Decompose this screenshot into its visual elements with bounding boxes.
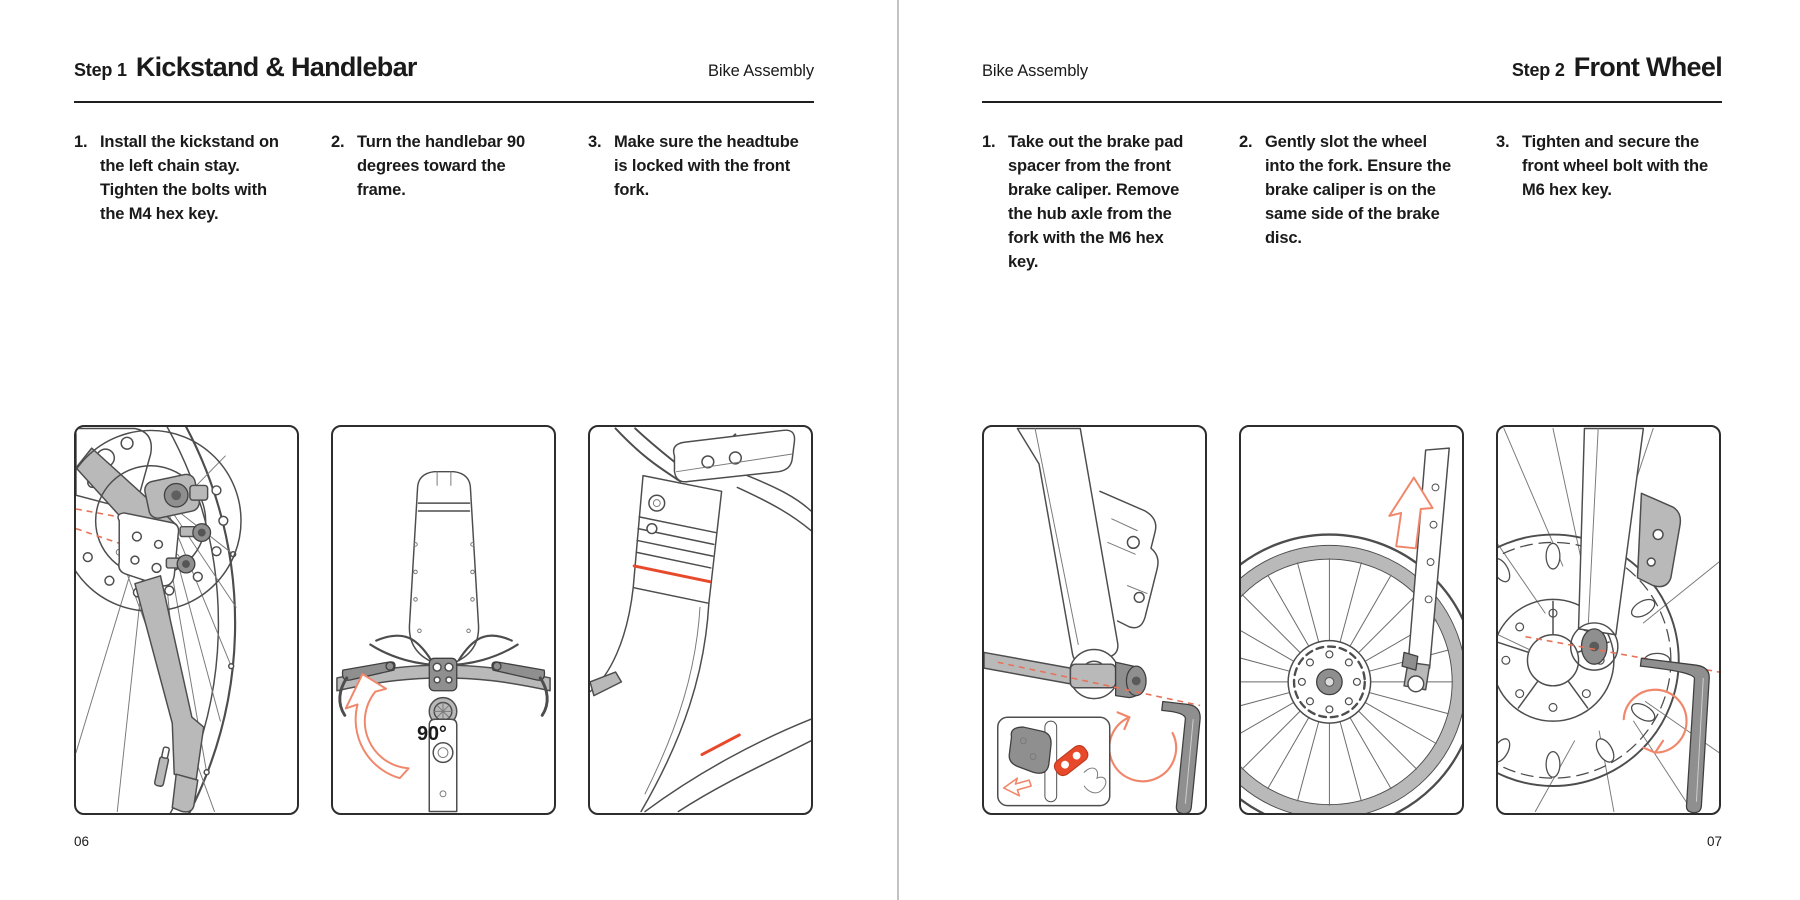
step-number: 3. <box>1496 133 1510 151</box>
figure-bolt-tightening <box>1496 425 1721 815</box>
tire-valve <box>154 746 171 786</box>
hex-key-icon <box>1162 702 1200 813</box>
step-text: Make sure the headtube is locked with the front fork. <box>614 133 799 199</box>
page-number: 07 <box>1706 834 1722 849</box>
figure-wheel-insertion <box>1239 425 1464 815</box>
figure-axle-removal <box>982 425 1207 815</box>
page-divider <box>897 0 899 900</box>
figure-kickstand <box>74 425 299 815</box>
wheel-insertion-illustration <box>1241 427 1462 813</box>
page-left <box>74 0 814 900</box>
left-step-list <box>74 130 814 226</box>
hex-bolt-icon <box>180 524 210 542</box>
fork-leg <box>1579 428 1644 634</box>
front-wheel-bolt <box>1571 623 1618 670</box>
step-number: 2. <box>331 133 345 151</box>
right-page-header <box>982 52 1722 83</box>
page-title: Kickstand & Handlebar <box>135 52 417 82</box>
left-step-heading <box>74 52 417 83</box>
hex-key-icon <box>1640 658 1709 812</box>
brake-caliper <box>1637 493 1680 586</box>
headtube <box>633 476 721 604</box>
right-figures <box>982 425 1721 815</box>
brake-pad-spacer-inset <box>998 717 1110 805</box>
step-label: Step 1 <box>74 60 127 80</box>
front-fender <box>409 472 478 666</box>
axle-removal-illustration <box>984 427 1205 813</box>
cable-stop <box>590 672 621 696</box>
page-number: 06 <box>74 834 90 849</box>
step-number: 1. <box>74 133 88 151</box>
step-number: 2. <box>1239 133 1253 151</box>
figure-handlebar-rotation <box>331 425 556 815</box>
step-item <box>982 130 1207 274</box>
bolt-tightening-illustration <box>1498 427 1719 813</box>
hub-axle <box>984 652 1146 697</box>
step-item <box>74 130 299 226</box>
rotation-arrow-icon <box>1109 712 1176 781</box>
step-item <box>1239 130 1464 274</box>
step-item <box>1496 130 1721 274</box>
step-text: Gently slot the wheel into the fork. Ensure the brake caliper is on the same side of the brake disc. <box>1265 133 1452 247</box>
figure-headtube-lock <box>588 425 813 815</box>
running-head: Bike Assembly <box>708 62 814 80</box>
kickstand-plate <box>118 513 179 586</box>
rotation-angle-label: 90° <box>417 723 447 745</box>
left-page-header <box>74 52 814 83</box>
step-number: 3. <box>588 133 602 151</box>
step-item <box>588 130 813 226</box>
brake-disc <box>1288 641 1371 724</box>
page-title: Front Wheel <box>1573 52 1722 82</box>
right-step-list <box>982 130 1722 274</box>
step-label: Step 2 <box>1511 60 1565 80</box>
page-right <box>982 0 1722 900</box>
rotation-arrow-icon <box>346 674 409 778</box>
step-text: Take out the brake pad spacer from the front brake caliper. Remove the hub axle from the fork with the M6 hex key. <box>1008 133 1184 271</box>
fork-leg <box>1017 428 1117 662</box>
header-rule <box>982 101 1722 103</box>
lock-position-red-line <box>702 735 739 755</box>
step-item <box>331 130 556 226</box>
header-rule <box>74 101 814 103</box>
step-number: 1. <box>982 133 996 151</box>
step-text: Tighten and secure the front wheel bolt with the M6 hex key. <box>1522 133 1708 199</box>
running-head: Bike Assembly <box>982 62 1088 80</box>
left-figures <box>74 425 813 815</box>
headtube-illustration <box>590 427 811 813</box>
stem-clamp <box>429 658 457 690</box>
handlebar-illustration <box>333 427 554 813</box>
step-text: Turn the handlebar 90 degrees toward the frame. <box>357 133 525 199</box>
right-step-heading <box>1512 52 1722 83</box>
kickstand-illustration <box>76 427 297 813</box>
step-text: Install the kickstand on the left chain stay. Tighten the bolts with the M4 hex key. <box>100 133 279 223</box>
